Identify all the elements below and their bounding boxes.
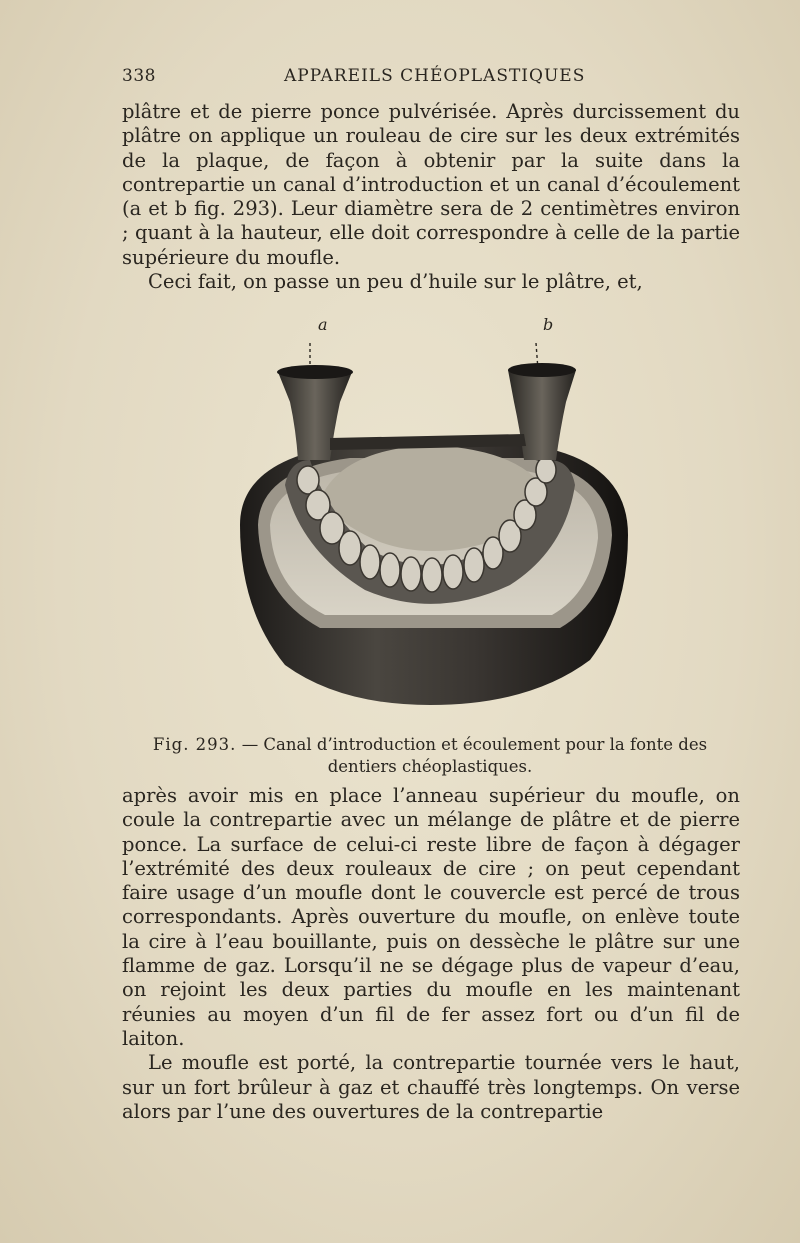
text-block-bottom [122,784,740,1124]
paragraph: plâtre et de pierre ponce pulvérisée. Après durcissement du plâtre on applique un rouleau de cire sur les deux extrémités de la plaque, de façon à obtenir par la suite dans la contrepartie un canal d’introduction et un canal d’écoulement (a et b fig. 293). Leur diamètre sera de 2 centimètres environ ; quant à la hauteur, elle doit correspondre à celle de la partie supérieure du moufle. [122,100,740,269]
figure-number: Fig. 293. [152,735,237,754]
text-block-top [122,100,740,294]
caption-text: — Canal d’introduction et écoulement pour la fonte des dentiers chéoplastiques. [241,735,708,776]
running-header [122,66,738,92]
label-a: a [318,315,328,334]
running-title: APPAREILS CHÉOPLASTIQUES [284,66,586,86]
figure-caption [150,734,710,778]
page-number: 338 [122,66,156,86]
paragraph: Ceci fait, on passe un peu d’huile sur le plâtre, et, [148,270,643,294]
dental-flask-illustration [230,310,640,730]
paragraph: après avoir mis en place l’anneau supérieur du moufle, on coule la contrepartie avec un mélange de plâtre et de pierre ponce. La surface de celui-ci reste libre de façon à dégager l’extrémité des deux rouleaux de cire ; on peut cependant faire usage d’un moufle dont le couvercle est percé de trous correspondants. Après ouverture du moufle, on enlève toute la cire à l’eau bouillante, puis on dessèche le plâtre sur une flamme de gaz. Lorsqu’il ne se dégage plus de vapeur d’eau, on rejoint les deux parties du moufle en les maintenant réunies au moyen d’un fil de fer assez fort ou d’un fil de laiton. [122,784,740,1050]
paragraph: Le moufle est porté, la contrepartie tournée vers le haut, sur un fort brûleur à gaz et chauffé très longtemps. On verse alors par l’une des ouvertures de la contrepartie [122,1051,740,1123]
label-b: b [543,315,554,334]
figure-293 [230,310,640,730]
